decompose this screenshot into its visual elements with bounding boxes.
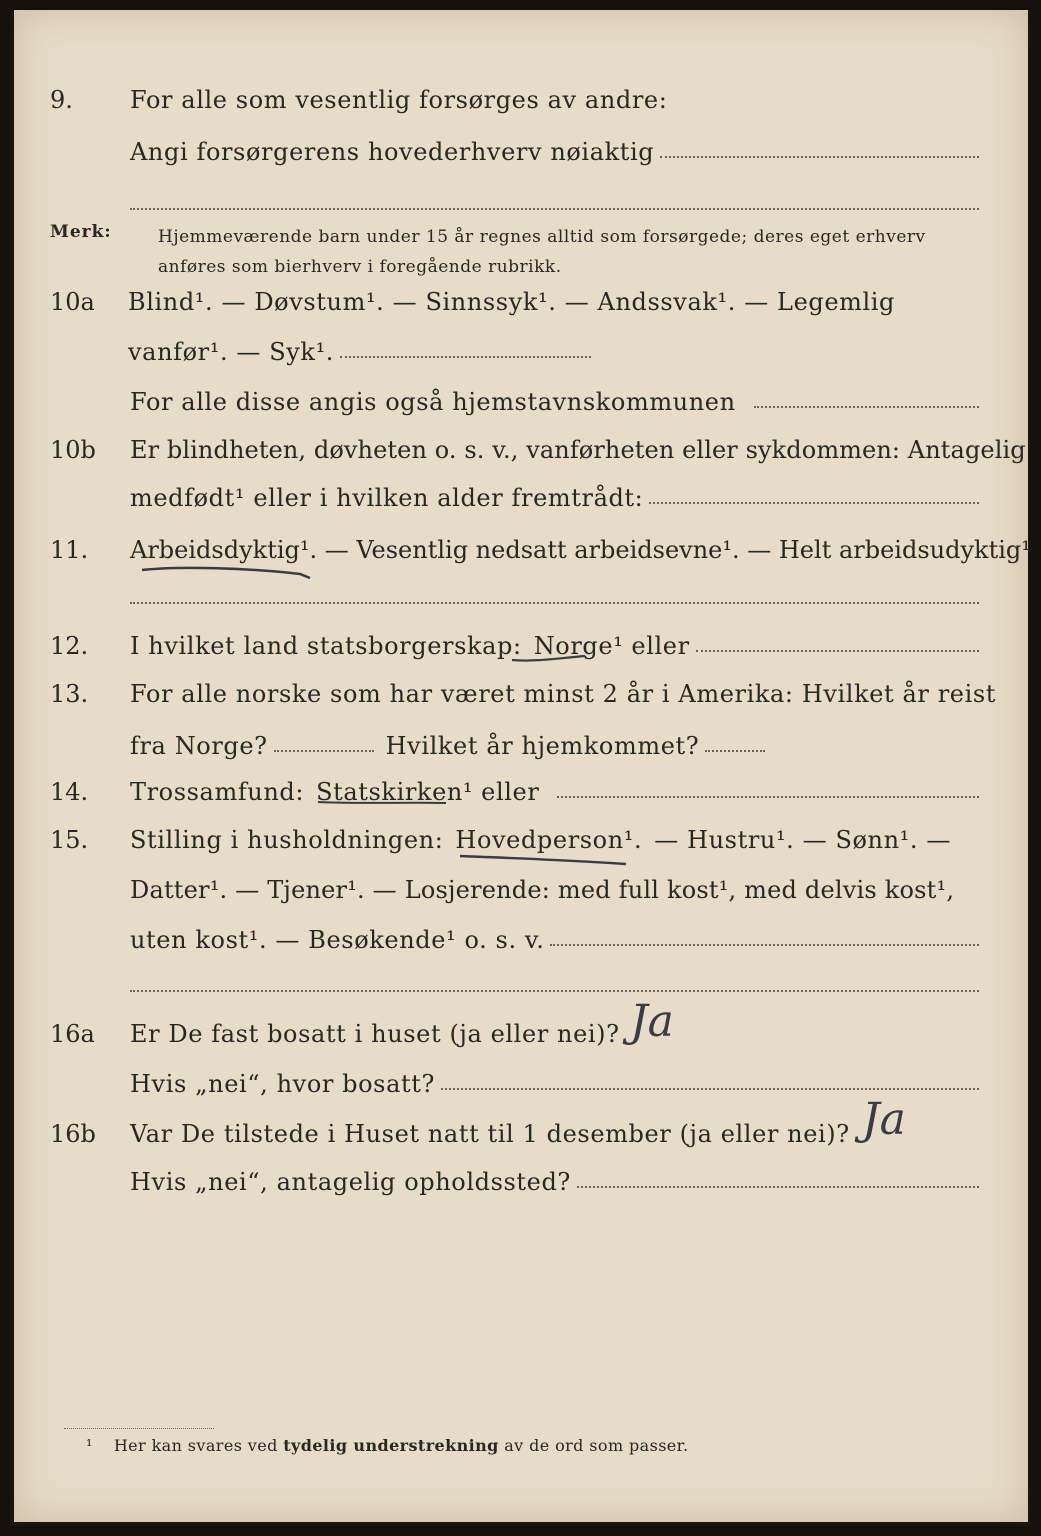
q15-options-rest[interactable]: — Hustru¹. — Sønn¹. — [654,826,951,854]
q10b-line2 [130,484,979,512]
q16b-line1 [130,1120,850,1148]
q12-line [130,632,979,660]
q14-question: Trossamfund: [130,778,305,806]
footnote-text-pre: Her kan svares ved [113,1436,278,1455]
question-number-10b: 10b [50,436,96,464]
question-number-13: 13. [50,680,89,708]
q13-hjemkommet-field[interactable] [705,750,765,752]
q15-line2-text[interactable]: Datter¹. — Tjener¹. — Losjerende: med full kost¹, med delvis kost¹, [130,876,955,904]
q9-answer-field[interactable] [660,156,979,158]
q14-option-statskirken[interactable]: Statskirken¹ [316,778,474,806]
q16a-bosatt-field[interactable] [441,1088,979,1090]
merk-note: Hjemmeværende barn under 15 år regnes alltid som forsørgede; deres eget erhverv anføres som bierhverv i foregående rubrikk. [158,227,926,277]
q14-option-eller: eller [481,778,540,806]
q15-line1 [130,826,979,854]
q16b-handwritten-answer[interactable]: Ja [862,1094,906,1145]
q16b-opholdssted-label: Hvis „nei“, antagelig opholdssted? [130,1168,571,1196]
q10b-line2-text: medfødt¹ eller i hvilken alder fremtrådt: [130,484,644,512]
q16a-handwritten-answer[interactable]: Ja [630,996,674,1047]
q10a-line3-text: For alle disse angis også hjemstavnskommunen [130,388,736,416]
question-number-12: 12. [50,632,89,660]
q10b-answer-field[interactable] [649,502,979,504]
q12-question: I hvilket land statsborgerskap: [130,632,522,660]
q9-line2 [130,138,979,166]
q14-answer-field[interactable] [557,796,979,798]
footnote-mark: ¹ [86,1436,93,1455]
q12-option-eller: eller [631,632,690,660]
q16b-line2 [130,1168,979,1196]
question-number-14: 14. [50,778,89,806]
question-number-10a: 10a [50,288,95,316]
q10a-line2-text: vanfør¹. — Syk¹. [128,338,335,366]
q11-line [130,536,1039,564]
q16b-opholdssted-field[interactable] [577,1186,979,1188]
q10a-syk-field[interactable] [340,356,591,358]
footnote-divider [64,1428,214,1429]
q10a-line1-text: Blind¹. — Døvstum¹. — Sinnssyk¹. — Andssvak¹. — Legemlig [128,288,896,316]
merk-label: Merk: [50,222,112,242]
q16a-question: Er De fast bosatt i huset (ja eller nei)? [130,1020,620,1048]
q9-line2-text: Angi forsørgerens hovederhverv nøiaktig [130,138,655,166]
q10a-line1 [128,288,979,316]
question-number-11: 11. [50,536,89,564]
q9-answer-line-2[interactable] [130,208,979,210]
q10b-line1 [130,436,1026,464]
question-number-16a: 16a [50,1020,95,1048]
footnote-text-bold: tydelig understrekning [283,1436,499,1455]
q14-line [130,778,979,806]
q13-hjemkommet-label: Hvilket år hjemkommet? [385,732,700,760]
q13-line2 [130,732,765,760]
q11-answer-line[interactable] [130,602,979,604]
footnote [86,1436,688,1455]
question-number-9: 9. [50,86,73,114]
q13-line1 [130,680,997,708]
q15-answer-field[interactable] [550,944,979,946]
q10b-line1-text: Er blindheten, døvheten o. s. v., vanførheten eller sykdommen: Antagelig [130,436,1026,464]
q15-answer-line-2[interactable] [130,990,979,992]
q10a-line2 [128,338,591,366]
q13-reist-field[interactable] [274,750,374,752]
q15-line2 [130,876,979,904]
q13-reist-label: fra Norge? [130,732,268,760]
q16a-line1 [130,1020,620,1048]
q10a-line3 [130,388,979,416]
q16a-line2 [130,1070,979,1098]
q12-option-norge[interactable]: Norge¹ [533,632,624,660]
q15-line3 [130,926,979,954]
q10a-hjemstavn-field[interactable] [754,406,979,408]
q15-line3-text[interactable]: uten kost¹. — Besøkende¹ o. s. v. [130,926,545,954]
q12-answer-field[interactable] [696,650,979,652]
footnote-text-post: av de ord som passer. [504,1436,689,1455]
q13-line1-text: For alle norske som har været minst 2 år i Amerika: Hvilket år reist [130,680,997,708]
q16a-bosatt-label: Hvis „nei“, hvor bosatt? [130,1070,435,1098]
q15-option-hovedperson[interactable]: Hovedperson¹. [455,826,643,854]
q9-line1 [130,86,979,114]
question-number-15: 15. [50,826,89,854]
q15-question: Stilling i husholdningen: [130,826,444,854]
q11-options[interactable]: Arbeidsdyktig¹. — Vesentlig nedsatt arbeidsevne¹. — Helt arbeidsudyktig¹. [130,536,1039,564]
q16b-question: Var De tilstede i Huset natt til 1 desember (ja eller nei)? [130,1120,850,1148]
q9-line1-text: For alle som vesentlig forsørges av andre: [130,86,668,114]
question-number-16b: 16b [50,1120,96,1148]
